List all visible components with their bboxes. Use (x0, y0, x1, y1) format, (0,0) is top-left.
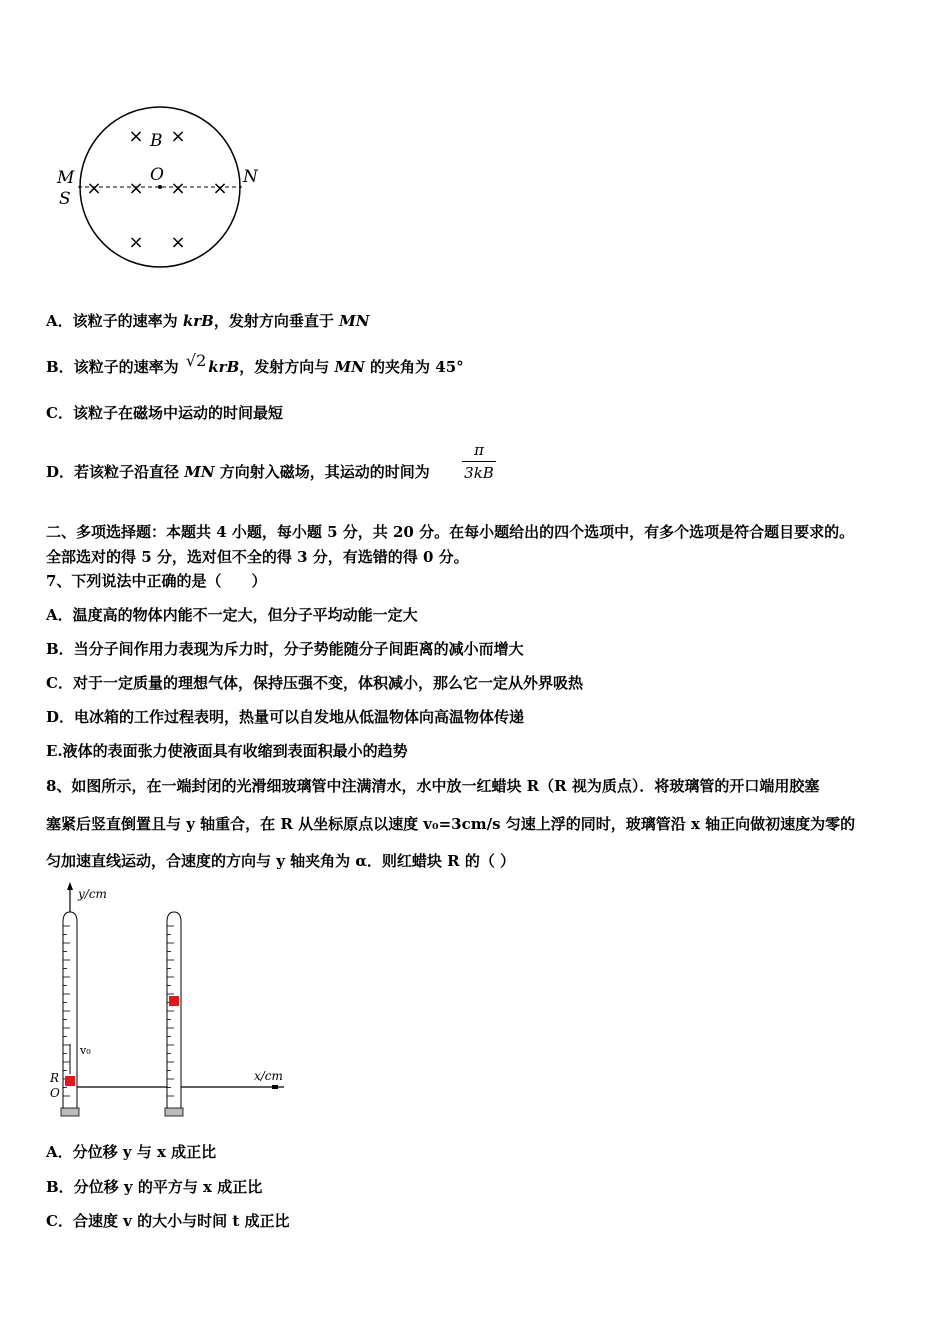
q6-b-prefix: B．该粒子的速率为 (46, 358, 184, 376)
q7-option-a: A．温度高的物体内能不一定大，但分子平均动能一定大 (46, 606, 418, 624)
cross-mark: × (170, 178, 186, 199)
label-r: R (50, 1071, 60, 1085)
label-s: S (59, 189, 71, 209)
fraction-denominator: 3kB (464, 464, 494, 482)
q6-option-d (46, 462, 430, 482)
cross-mark: × (86, 178, 102, 199)
q6-option-a (46, 311, 369, 331)
q8-option-b: B．分位移 y 的平方与 x 成正比 (46, 1178, 263, 1196)
center-point (158, 185, 162, 189)
section2-line1: 二、多项选择题：本题共 4 小题，每小题 5 分，共 20 分。在每小题给出的四个选项中，有多个选项是符合题目要求的。 (46, 523, 855, 541)
q7-option-e: E.液体的表面张力使液面具有收缩到表面积最小的趋势 (46, 742, 408, 760)
q6-b-suffix2: 的夹角为 45° (364, 358, 464, 376)
q7-stem: 7、下列说法中正确的是（ ） (46, 572, 267, 590)
q6-a-var: krB (182, 312, 214, 330)
wax-block-moving (169, 996, 179, 1006)
q8-option-c: C．合速度 v 的大小与时间 t 成正比 (46, 1212, 290, 1230)
section2-line2: 全部选对的得 5 分，选对但不全的得 3 分，有选错的得 0 分。 (46, 548, 469, 566)
y-axis-arrow (67, 882, 73, 890)
cross-mark: × (212, 178, 228, 199)
label-n: N (243, 167, 258, 187)
cross-mark: × (170, 126, 186, 147)
fraction-bar (462, 461, 496, 462)
q8-stem-line1: 8、如图所示，在一端封闭的光滑细玻璃管中注满清水，水中放一红蜡块 R（R 视为质点）．将玻璃管的开口端用胶塞 (46, 777, 820, 795)
time-fraction (462, 440, 496, 483)
right-tube (165, 912, 183, 1116)
q6-c-text: C．该粒子在磁场中运动的时间最短 (46, 404, 283, 422)
sqrt-two: √2 (185, 351, 207, 370)
q6-option-c (46, 403, 283, 423)
q6-a-prefix: A．该粒子的速率为 (46, 312, 183, 330)
q6-a-suffix: ，发射方向垂直于 (213, 312, 340, 330)
velocity-label: v₀ (80, 1044, 91, 1057)
fraction-numerator: π (474, 441, 484, 459)
label-origin: O (50, 1086, 60, 1100)
q6-d-prefix: D．若该粒子沿直径 (46, 463, 185, 481)
q6-option-b (46, 351, 464, 377)
magnetic-field-figure (50, 100, 280, 280)
q7-option-b: B．当分子间作用力表现为斥力时，分子势能随分子间距离的减小而增大 (46, 640, 524, 658)
cross-mark: × (128, 126, 144, 147)
glass-tube-figure (40, 882, 300, 1127)
q8-stem-line2: 塞紧后竖直倒置且与 y 轴重合，在 R 从坐标原点以速度 v₀=3cm/s 匀速上浮的同时，玻璃管沿 x 轴正向做初速度为零的 (46, 815, 856, 833)
y-axis-label: y/cm (78, 887, 107, 901)
cross-mark: × (128, 178, 144, 199)
x-axis-arrow (272, 1085, 278, 1089)
q7-option-d: D．电冰箱的工作过程表明，热量可以自发地从低温物体向高温物体传递 (46, 708, 525, 726)
q6-a-mn: MN (339, 312, 370, 330)
x-axis-label: x/cm (254, 1069, 283, 1083)
q8-stem-line3: 匀加速直线运动，合速度的方向与 y 轴夹角为 α．则红蜡块 R 的（ ） (46, 852, 516, 870)
label-b: B (150, 131, 163, 151)
q6-b-mn: MN (334, 358, 365, 376)
q8-option-a: A．分位移 y 与 x 成正比 (46, 1143, 217, 1161)
label-m: M (57, 168, 75, 188)
wax-block-start (65, 1076, 75, 1086)
label-o: O (150, 165, 164, 185)
q6-d-suffix: 方向射入磁场，其运动的时间为 (214, 463, 430, 481)
q6-b-suffix1: ，发射方向与 (239, 358, 335, 376)
q7-option-c: C．对于一定质量的理想气体，保持压强不变，体积减小，那么它一定从外界吸热 (46, 674, 583, 692)
q6-b-var: krB (208, 358, 240, 376)
cross-mark: × (128, 232, 144, 253)
q6-d-mn: MN (184, 463, 215, 481)
cross-mark: × (170, 232, 186, 253)
